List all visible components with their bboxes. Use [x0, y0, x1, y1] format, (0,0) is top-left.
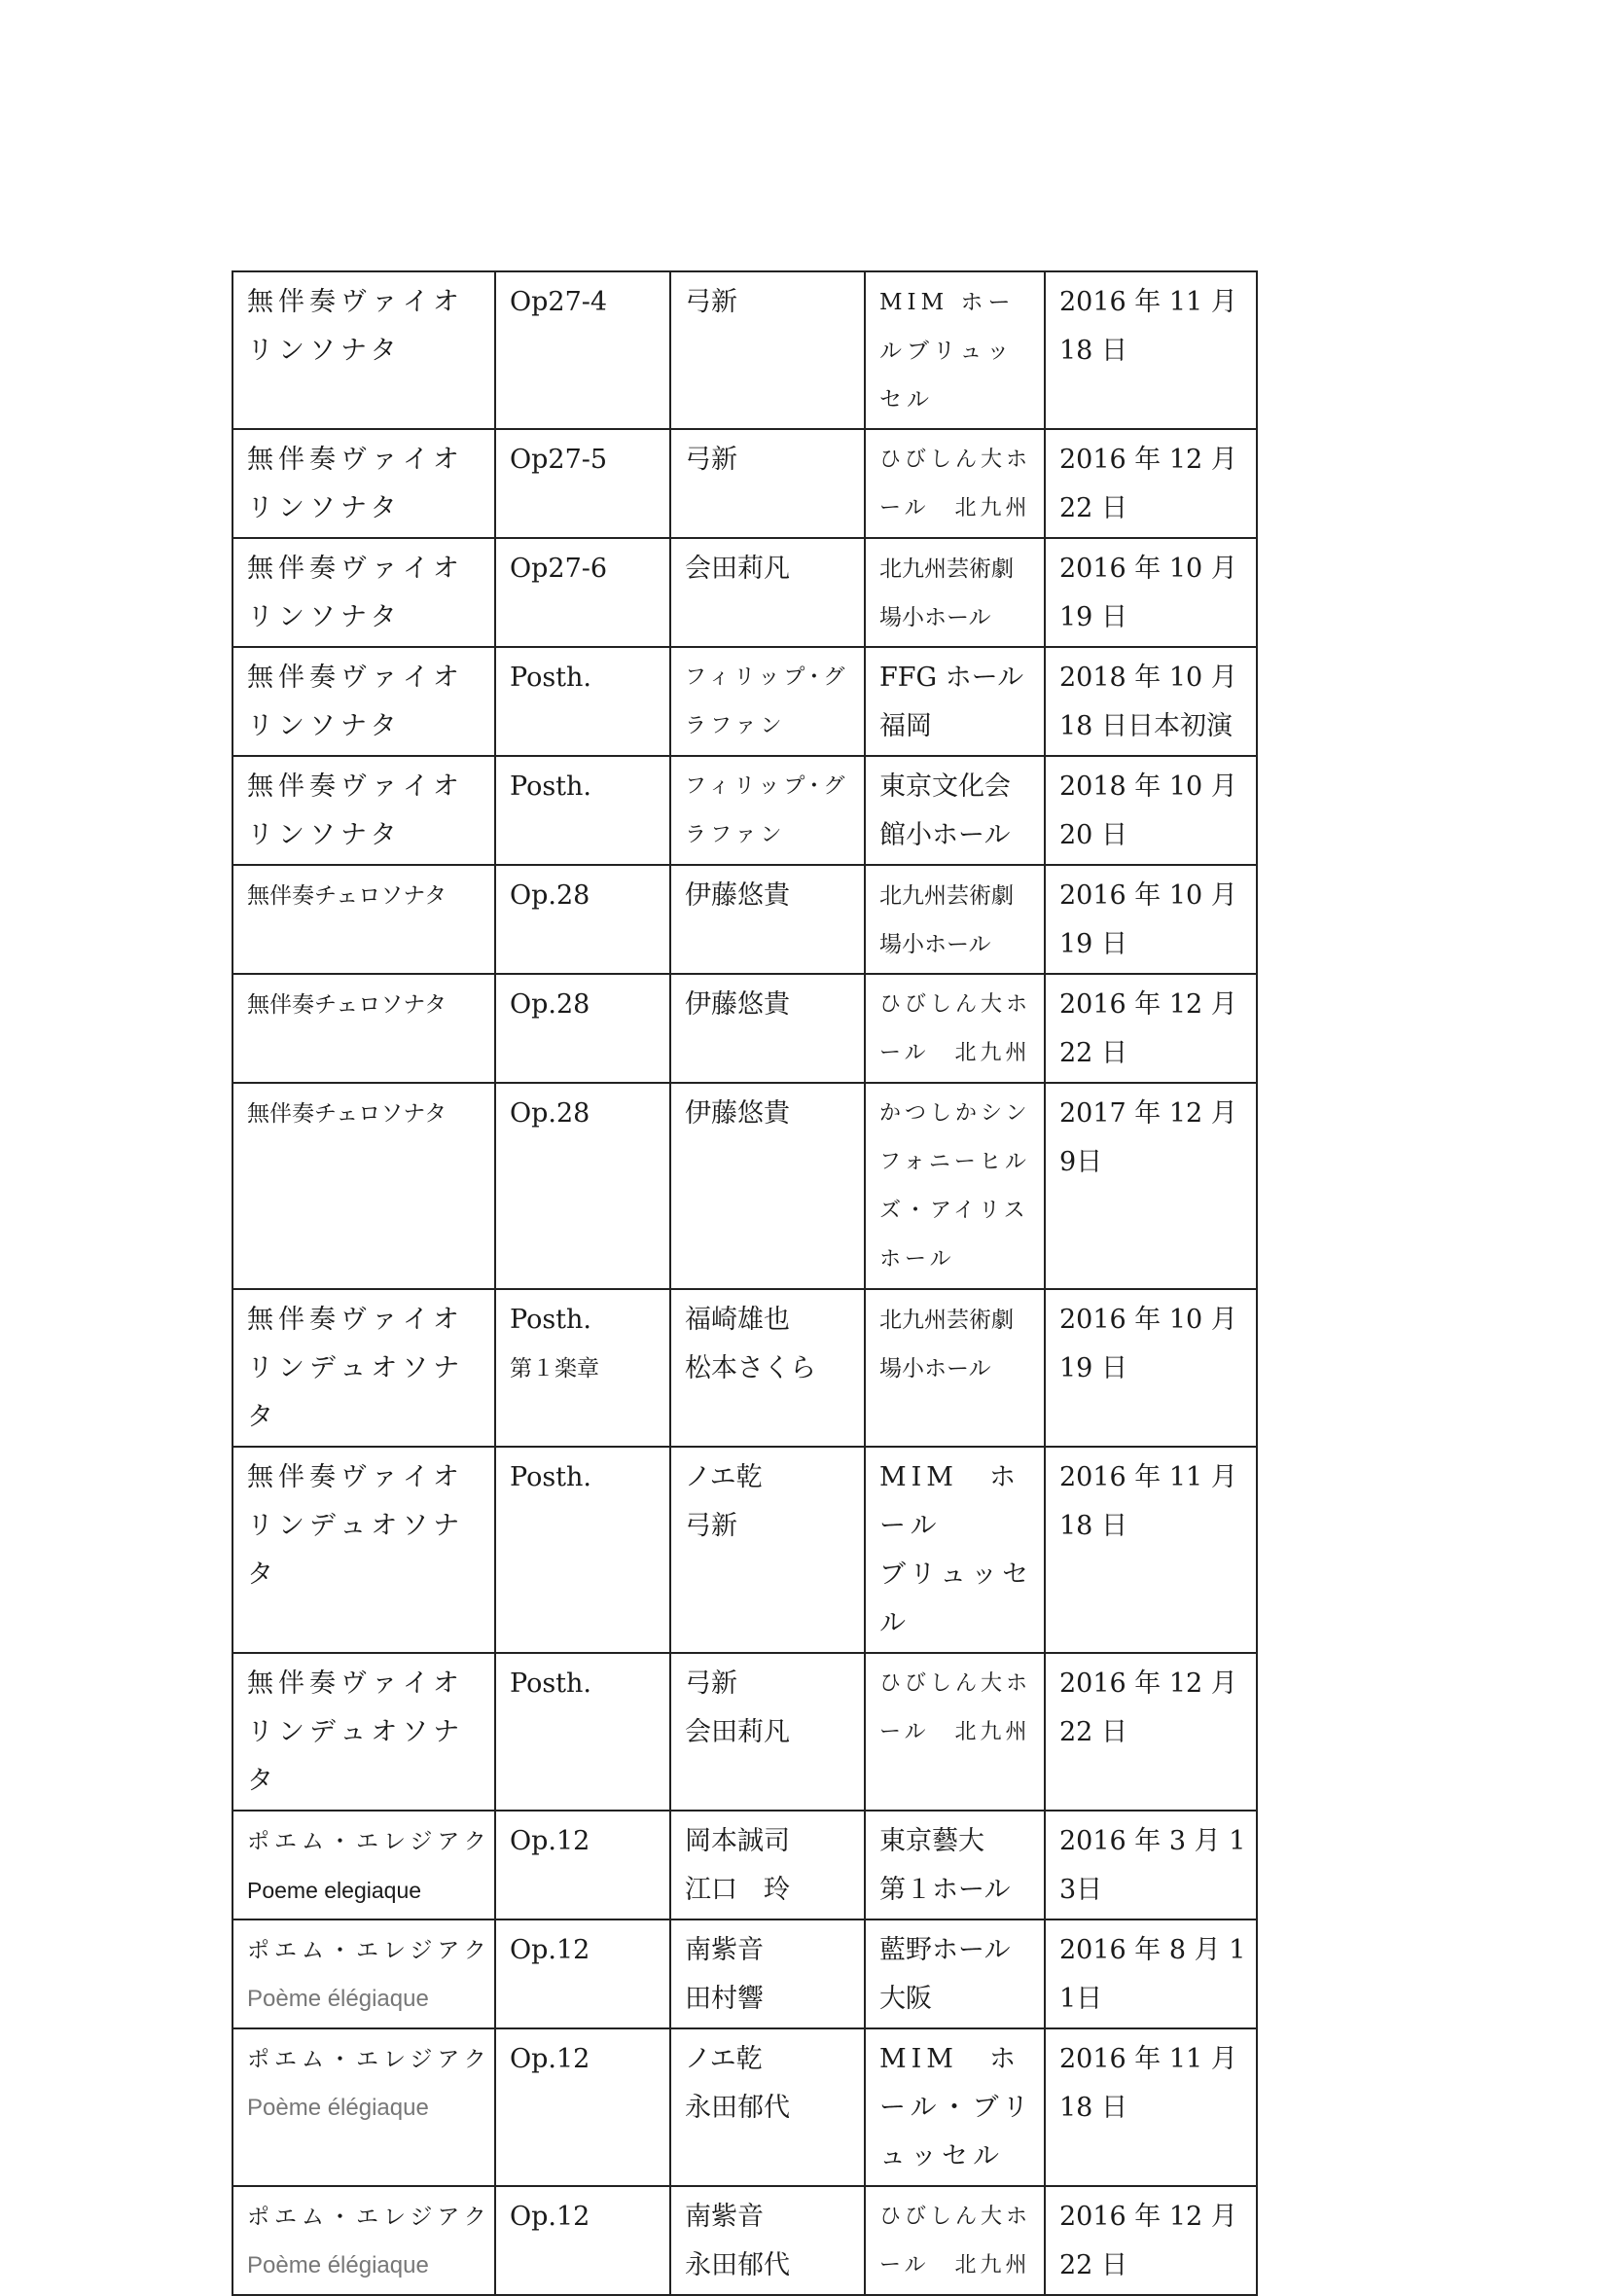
work-title-french: Poème élégiaque	[247, 1986, 429, 2012]
date-cell	[1045, 2186, 1257, 2295]
venue-cell	[865, 271, 1045, 429]
performance-date: 2016 年 10 月19 日	[1059, 880, 1237, 959]
work-title: ポエム・エレジアク	[247, 2047, 491, 2072]
venue-cell	[865, 1289, 1045, 1447]
opus-number: Op.28	[510, 989, 590, 1020]
venue-cell	[865, 1811, 1045, 1919]
performance-date: 2018 年 10 月20 日	[1059, 771, 1237, 850]
performers-cell	[670, 538, 865, 647]
performance-date: 2016 年 11 月18 日	[1059, 287, 1237, 366]
opus-cell	[495, 1083, 670, 1289]
work-cell	[232, 756, 495, 865]
work-cell	[232, 974, 495, 1083]
work-cell	[232, 271, 495, 429]
table-row	[232, 2028, 1257, 2186]
table-row	[232, 538, 1257, 647]
work-title: 無伴奏チェロソナタ	[247, 883, 447, 909]
venue-name: 北九州芸術劇場小ホール	[879, 556, 1014, 630]
work-title: 無伴奏チェロソナタ	[247, 992, 447, 1018]
date-cell	[1045, 974, 1257, 1083]
venue-city: 大阪	[879, 1984, 932, 2014]
table-row	[232, 429, 1257, 538]
performer-name: ノエ乾	[685, 2044, 763, 2074]
work-title: 無伴奏ヴァイオリンソナタ	[247, 287, 464, 366]
date-cell	[1045, 2028, 1257, 2186]
performers-cell	[670, 1289, 865, 1447]
venue-name: ひびしん大ホール 北九州	[879, 448, 1032, 520]
performance-date: 2016 年 12 月22 日	[1059, 445, 1237, 523]
date-cell	[1045, 1447, 1257, 1653]
opus-number: Posth.	[510, 1305, 592, 1335]
opus-cell	[495, 865, 670, 974]
table-row	[232, 1083, 1257, 1289]
date-cell	[1045, 271, 1257, 429]
venue-name: ひびしん大ホール 北九州	[879, 2205, 1032, 2278]
performance-date: 2017 年 12 月 9日	[1059, 1098, 1237, 1177]
table-row	[232, 1919, 1257, 2028]
work-title: 無伴奏ヴァイオリンソナタ	[247, 663, 464, 741]
opus-cell	[495, 1811, 670, 1919]
date-cell	[1045, 1083, 1257, 1289]
venue-name: MIM ホール・ブリュッセル	[879, 2044, 1034, 2171]
work-title: ポエム・エレジアク	[247, 1938, 491, 1963]
date-cell	[1045, 538, 1257, 647]
work-cell	[232, 647, 495, 756]
performance-date: 2016 年 11 月18 日	[1059, 1462, 1237, 1541]
venue-name: 北九州芸術劇場小ホール	[879, 883, 1014, 957]
opus-number: Posth.	[510, 1668, 592, 1699]
work-cell	[232, 1447, 495, 1653]
performer-name: 江口 玲	[685, 1875, 790, 1905]
opus-number: Op.12	[510, 2044, 590, 2074]
performer-name: 南紫音	[685, 1935, 764, 1965]
performer-name: フィリップ･グラファン	[685, 774, 849, 847]
venue-cell	[865, 1447, 1045, 1653]
work-cell	[232, 1919, 495, 2028]
work-title-french: Poème élégiaque	[247, 2252, 429, 2278]
opus-cell	[495, 2186, 670, 2295]
opus-number: Op.12	[510, 1826, 590, 1856]
performance-date: 2016 年 12 月22 日	[1059, 2202, 1237, 2280]
opus-cell	[495, 756, 670, 865]
work-cell	[232, 1811, 495, 1919]
venue-cell	[865, 647, 1045, 756]
table-row	[232, 1447, 1257, 1653]
performers-cell	[670, 2186, 865, 2295]
performer-name: 会田莉凡	[685, 1717, 790, 1747]
performance-date: 2016 年 12 月22 日	[1059, 989, 1237, 1068]
venue-cell	[865, 1653, 1045, 1811]
performance-date: 2016 年 3 月 13日	[1059, 1826, 1246, 1905]
opus-number: Op27-4	[510, 287, 608, 317]
work-cell	[232, 865, 495, 974]
date-cell	[1045, 647, 1257, 756]
opus-number: Posth.	[510, 663, 592, 693]
venue-cell	[865, 429, 1045, 538]
opus-number: Posth.	[510, 1462, 592, 1492]
performance-table-wrapper	[232, 270, 1258, 2296]
venue-cell	[865, 974, 1045, 1083]
venue-name: 北九州芸術劇場小ホール	[879, 1308, 1014, 1381]
work-title: 無伴奏ヴァイオリンデュオソナタ	[247, 1668, 465, 1796]
venue-cell	[865, 2186, 1045, 2295]
work-cell	[232, 1653, 495, 1811]
performer-name: 弓新	[685, 287, 737, 317]
venue-name: かつしかシンフォニーヒルズ・アイリスホール	[879, 1101, 1031, 1272]
performers-cell	[670, 756, 865, 865]
work-title: 無伴奏ヴァイオリンソナタ	[247, 554, 464, 632]
table-row	[232, 647, 1257, 756]
performers-cell	[670, 1811, 865, 1919]
performance-date: 2016 年 11 月18 日	[1059, 2044, 1237, 2123]
performer-name: 永田郁代	[685, 2250, 790, 2280]
performer-name: 福崎雄也	[685, 1305, 790, 1335]
performer-name: 伊藤悠貴	[685, 880, 790, 911]
performer-name: 南紫音	[685, 2202, 764, 2232]
performer-name: 伊藤悠貴	[685, 989, 790, 1020]
work-title-french: Poème élégiaque	[247, 2095, 429, 2121]
performance-date: 2016 年 10 月19 日	[1059, 1305, 1237, 1383]
work-title: 無伴奏チェロソナタ	[247, 1101, 447, 1127]
performer-name: フィリップ･グラファン	[685, 665, 849, 738]
performers-cell	[670, 429, 865, 538]
work-cell	[232, 2186, 495, 2295]
performers-cell	[670, 647, 865, 756]
table-row	[232, 1289, 1257, 1447]
date-cell	[1045, 429, 1257, 538]
date-cell	[1045, 1919, 1257, 2028]
work-title: ポエム・エレジアク	[247, 1829, 491, 1854]
performers-cell	[670, 271, 865, 429]
table-row	[232, 1811, 1257, 1919]
date-cell	[1045, 1811, 1257, 1919]
performer-name: 永田郁代	[685, 2093, 790, 2123]
performer-name: 弓新	[685, 1668, 737, 1699]
performance-date: 2016 年 12 月22 日	[1059, 1668, 1237, 1747]
performance-date: 2016 年 10 月19 日	[1059, 554, 1237, 632]
opus-number: Op.12	[510, 2202, 590, 2232]
venue-name: 東京文化会館小ホール	[879, 771, 1011, 850]
performer-name: 伊藤悠貴	[685, 1098, 790, 1129]
performer-name: 会田莉凡	[685, 554, 790, 584]
performer-name: 松本さくら	[685, 1353, 816, 1383]
opus-cell	[495, 1919, 670, 2028]
opus-cell	[495, 974, 670, 1083]
work-title: 無伴奏ヴァイオリンソナタ	[247, 771, 464, 850]
venue-name: 藍野ホール	[879, 1935, 1011, 1965]
table-row	[232, 1653, 1257, 1811]
opus-cell	[495, 1653, 670, 1811]
table-row	[232, 865, 1257, 974]
opus-number: Op.28	[510, 880, 590, 911]
performers-cell	[670, 1653, 865, 1811]
opus-cell	[495, 1447, 670, 1653]
venue-name: 東京藝大	[879, 1826, 984, 1856]
work-cell	[232, 2028, 495, 2186]
venue-name: FFG ホール福岡	[879, 663, 1024, 741]
performance-date: 2016 年 8 月 11日	[1059, 1935, 1246, 2014]
opus-number: Op.12	[510, 1935, 590, 1965]
performance-date: 2018 年 10 月18 日日本初演	[1059, 663, 1237, 741]
work-cell	[232, 429, 495, 538]
performer-name: 弓新	[685, 445, 737, 475]
date-cell	[1045, 1653, 1257, 1811]
table-row	[232, 271, 1257, 429]
date-cell	[1045, 865, 1257, 974]
venue-cell	[865, 865, 1045, 974]
opus-cell	[495, 271, 670, 429]
opus-number: Posth.	[510, 771, 592, 802]
performers-cell	[670, 974, 865, 1083]
performers-cell	[670, 1919, 865, 2028]
performer-name: 岡本誠司	[685, 1826, 790, 1856]
work-title: ポエム・エレジアク	[247, 2205, 491, 2230]
venue-cell	[865, 756, 1045, 865]
date-cell	[1045, 756, 1257, 865]
venue-cell	[865, 1083, 1045, 1289]
performance-table	[232, 270, 1258, 2296]
work-title: 無伴奏ヴァイオリンソナタ	[247, 445, 464, 523]
work-cell	[232, 1083, 495, 1289]
venue-cell	[865, 538, 1045, 647]
performers-cell	[670, 2028, 865, 2186]
venue-cell	[865, 1919, 1045, 2028]
work-cell	[232, 1289, 495, 1447]
work-title-french: Poeme elegiaque	[247, 1878, 422, 1903]
venue-hall: 第１ホール	[879, 1875, 1011, 1905]
date-cell	[1045, 1289, 1257, 1447]
opus-number: Op27-5	[510, 445, 608, 475]
opus-cell	[495, 1289, 670, 1447]
movement-label: 第１楽章	[510, 1356, 599, 1381]
venue-city: ブリュッセル	[879, 1560, 1034, 1638]
performers-cell	[670, 1083, 865, 1289]
venue-name: ひびしん大ホール 北九州	[879, 992, 1032, 1065]
performer-name: ノエ乾	[685, 1462, 763, 1492]
table-row	[232, 756, 1257, 865]
opus-cell	[495, 538, 670, 647]
opus-cell	[495, 429, 670, 538]
performers-cell	[670, 865, 865, 974]
performer-name: 田村響	[685, 1984, 764, 2014]
venue-name: MIM ホール	[879, 1462, 1020, 1541]
opus-cell	[495, 2028, 670, 2186]
opus-number: Op.28	[510, 1098, 590, 1129]
work-cell	[232, 538, 495, 647]
opus-number: Op27-6	[510, 554, 608, 584]
venue-name: ひびしん大ホール 北九州	[879, 1671, 1032, 1744]
performer-name: 弓新	[685, 1511, 737, 1541]
venue-cell	[865, 2028, 1045, 2186]
performers-cell	[670, 1447, 865, 1653]
venue-name: MIM ホールブリュッセル	[879, 290, 1016, 413]
work-title: 無伴奏ヴァイオリンデュオソナタ	[247, 1462, 465, 1590]
table-row	[232, 2186, 1257, 2295]
work-title: 無伴奏ヴァイオリンデュオソナタ	[247, 1305, 465, 1432]
opus-cell	[495, 647, 670, 756]
table-row	[232, 974, 1257, 1083]
